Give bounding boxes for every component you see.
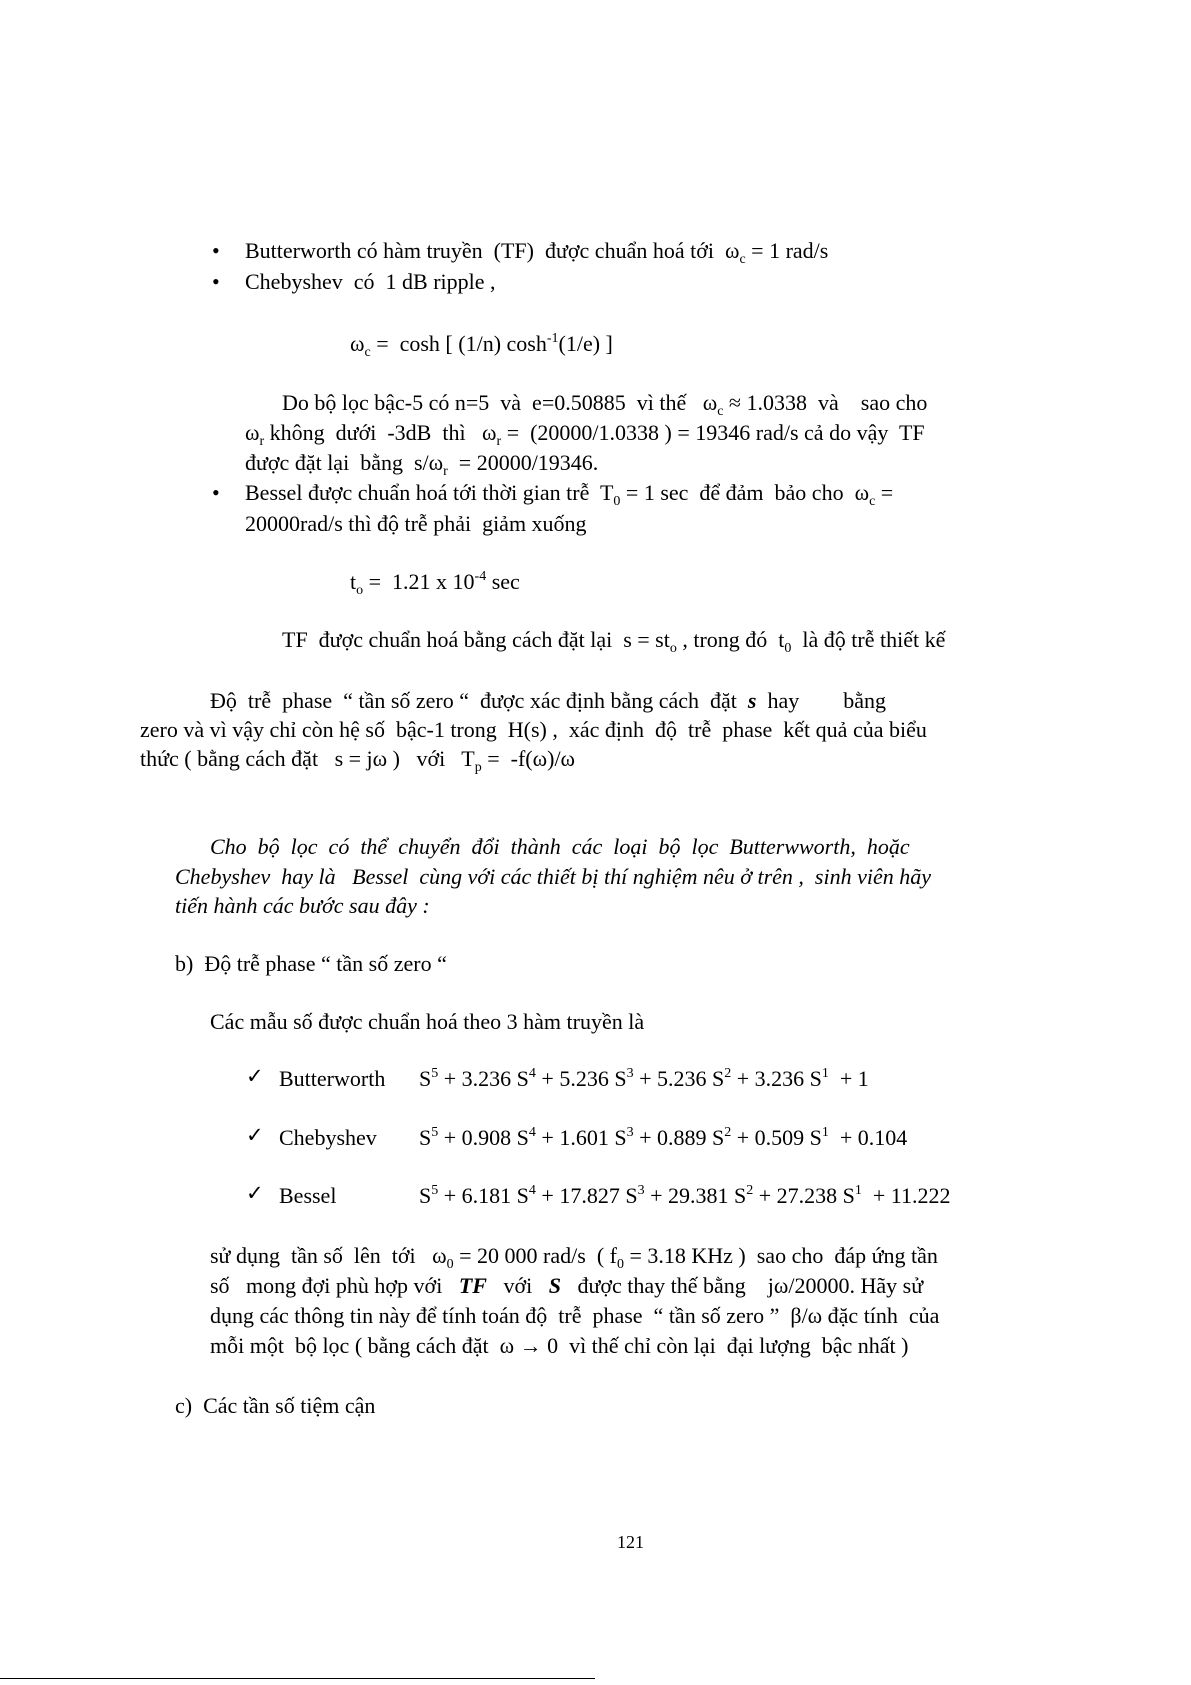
para-do-text: Do bộ lọc bậc-5 có n=5 và e=0.50885 vì thế ω [282, 390, 718, 415]
tf-line-text: , trong đó t [676, 627, 785, 652]
filter-polynomial [419, 1068, 869, 1090]
italic-para-text: Chebyshev hay là Bessel cùng với các thiết bị thí nghiệm nêu ở trên , sinh viên hãy [175, 864, 932, 889]
tf-line-text: TF được chuẩn hoá bằng cách đặt lại s = st [282, 627, 670, 652]
omega-c-subscript: c [717, 404, 724, 419]
poly-term: + 3.236 S [731, 1066, 822, 1091]
exponent: 4 [528, 1183, 536, 1198]
poly-term: + 0.104 [828, 1125, 908, 1150]
exponent: 3 [637, 1183, 645, 1198]
poly-term: + 5.236 S [535, 1066, 627, 1091]
poly-term: + 3.236 S [438, 1066, 529, 1091]
phase-para-text: = -f(ω)/ω [481, 746, 576, 771]
poly-term: S [419, 1066, 432, 1091]
footer-rule [0, 1678, 595, 1679]
usage-para-text: = 20 000 rad/s ( f [453, 1243, 617, 1268]
section-c-heading [175, 1395, 375, 1417]
para-do-text: được đặt lại bằng s/ω [245, 450, 444, 475]
omega-symbol: ω [245, 420, 260, 445]
italic-para-line-2 [175, 866, 931, 888]
phase-para-text: Độ trễ phase “ tần số zero “ được xác định bằng cách đặt [210, 688, 748, 713]
poly-term: + 1.601 S [535, 1125, 627, 1150]
bullet-bessel-text: Bessel được chuẩn hoá tới thời gian trễ T [245, 480, 614, 505]
italic-para-text: tiến hành các bước sau đây : [175, 893, 430, 918]
filter-polynomial [419, 1127, 907, 1149]
omega-r-subscript: r [496, 434, 502, 449]
para-do-line-2 [245, 420, 925, 449]
bullet-butterworth [245, 238, 829, 267]
checkmark-icon: ✓ [246, 1064, 264, 1088]
f-0-subscript: 0 [616, 1257, 624, 1272]
usage-para-line-4 [210, 1335, 908, 1357]
poly-term: + 0.889 S [633, 1125, 725, 1150]
t-p-subscript: p [474, 760, 482, 775]
exponent: 5 [431, 1066, 439, 1081]
formula-t0 [350, 569, 520, 598]
phase-para-text: zero và vì vậy chỉ còn hệ số bậc-1 trong H(s) , xác định độ trễ phase kết quả của biểu [140, 717, 927, 742]
poly-term: + 1 [828, 1066, 869, 1091]
usage-para-text: mỗi một bộ lọc ( bằng cách đặt ω → 0 vì thế chỉ còn lại đại lượng bậc nhất ) [210, 1333, 909, 1358]
usage-para-text: số mong đợi phù hợp với [210, 1273, 459, 1298]
para-do-text: không dưới -3dB thì ω [264, 420, 497, 445]
usage-para-text: sử dụng tần số lên tới ω [210, 1243, 447, 1268]
poly-term: S [419, 1183, 432, 1208]
exponent: 5 [431, 1125, 439, 1140]
t-zero-subscript: 0 [613, 494, 621, 509]
t-o-subscript: o [356, 583, 364, 598]
omega-0-subscript: 0 [446, 1257, 454, 1272]
filter-name: Chebyshev [279, 1125, 377, 1150]
poly-term: + 0.908 S [438, 1125, 529, 1150]
tf-normalize-line [282, 627, 946, 656]
st-o-subscript: o [669, 641, 677, 656]
bullet-butterworth-value: = 1 rad/s [745, 238, 829, 263]
variable-s: s [747, 688, 757, 713]
exponent: 1 [821, 1125, 829, 1140]
formula-t0-unit: sec [486, 569, 520, 594]
exponent: 1 [854, 1183, 862, 1198]
poly-term: + 11.222 [861, 1183, 951, 1208]
exponent-superscript: -4 [474, 569, 487, 584]
poly-term: + 5.236 S [633, 1066, 725, 1091]
bullet-bessel-text: = [875, 480, 894, 505]
usage-para-line-1 [210, 1243, 938, 1272]
inverse-superscript: -1 [546, 331, 559, 346]
usage-para-text: dụng các thông tin này để tính toán độ trễ phase “ tần số zero ” β/ω đặc tính của [210, 1303, 940, 1328]
exponent: 1 [821, 1066, 829, 1081]
denominators-intro-text: Các mẫu số được chuẩn hoá theo 3 hàm truyền là [210, 1009, 645, 1034]
omega-symbol: ω [350, 331, 365, 356]
bullet-bessel [245, 480, 894, 509]
variable-s: S [548, 1273, 561, 1298]
para-do-line-1 [282, 390, 928, 419]
phase-para-line-3 [140, 746, 576, 775]
italic-para-line-3 [175, 895, 430, 917]
bullet-bessel-line-2 [245, 513, 587, 535]
poly-term: + 27.238 S [753, 1183, 855, 1208]
phase-para-line-1 [210, 690, 886, 712]
omega-c-subscript: c [739, 252, 746, 267]
usage-para-line-2 [210, 1275, 923, 1297]
t-zero-subscript: 0 [784, 641, 792, 656]
poly-term: + 17.827 S [535, 1183, 638, 1208]
para-do-text: ≈ 1.0338 và sao cho [723, 390, 928, 415]
para-do-line-3 [245, 450, 599, 479]
filter-name: Bessel [279, 1183, 337, 1208]
checkmark-icon: ✓ [246, 1181, 264, 1205]
page-number: 121 [617, 1532, 644, 1552]
variable-tf: TF [458, 1273, 487, 1298]
exponent: 2 [724, 1125, 732, 1140]
formula-cosh-text: = cosh [ (1/n) cosh [370, 331, 547, 356]
exponent: 2 [724, 1066, 732, 1081]
section-b-text: b) Độ trễ phase “ tần số zero “ [175, 951, 447, 976]
denominators-intro [210, 1011, 644, 1033]
usage-para-line-3 [210, 1305, 939, 1327]
usage-para-text: = 3.18 KHz ) sao cho đáp ứng tần [623, 1243, 938, 1268]
bullet-chebyshev-text: Chebyshev có 1 dB ripple , [245, 269, 496, 294]
section-b-heading [175, 953, 447, 975]
para-do-text: = 20000/19346. [447, 450, 599, 475]
phase-para-text: hay bằng [756, 688, 886, 713]
omega-c-subscript: c [364, 345, 371, 360]
omega-r-subscript: r [259, 434, 265, 449]
formula-omega-c [350, 331, 613, 360]
bullet-bessel-text: 20000rad/s thì độ trễ phải giảm xuống [245, 511, 587, 536]
checkmark-icon: ✓ [246, 1123, 264, 1147]
poly-term: + 29.381 S [644, 1183, 747, 1208]
omega-r-subscript: r [443, 464, 448, 479]
filter-polynomial [419, 1185, 950, 1207]
section-c-text: c) Các tần số tiệm cận [175, 1393, 376, 1418]
poly-term: S [419, 1125, 432, 1150]
filter-name: Butterworth [279, 1066, 386, 1091]
tf-line-text: là độ trễ thiết kế [791, 627, 946, 652]
phase-para-line-2 [140, 719, 927, 741]
italic-para-line-1 [210, 836, 910, 858]
exponent: 4 [528, 1066, 536, 1081]
formula-t-symbol: t [350, 569, 357, 594]
usage-para-text: được thay thế bằng jω/20000. Hãy sử [560, 1273, 924, 1298]
exponent: 3 [626, 1125, 634, 1140]
poly-term: + 0.509 S [731, 1125, 822, 1150]
exponent: 3 [626, 1066, 634, 1081]
para-do-text: = (20000/1.0338 ) = 19346 rad/s cả do vậy TF [501, 420, 925, 445]
usage-para-text: với [486, 1273, 549, 1298]
omega-c-subscript: c [869, 494, 876, 509]
italic-para-text: Cho bộ lọc có thể chuyển đổi thành các loại bộ lọc Butterwworth, hoặc [210, 834, 910, 859]
exponent: 4 [528, 1125, 536, 1140]
formula-t0-value: = 1.21 x 10 [363, 569, 475, 594]
phase-para-text: thức ( bằng cách đặt s = jω ) với T [140, 746, 475, 771]
bullet-bessel-text: = 1 sec để đảm bảo cho ω [620, 480, 870, 505]
bullet-chebyshev [245, 271, 496, 293]
poly-term: + 6.181 S [438, 1183, 529, 1208]
formula-cosh-arg: (1/e) ] [558, 331, 613, 356]
exponent: 5 [431, 1183, 439, 1198]
bullet-butterworth-text: Butterworth có hàm truyền (TF) được chuẩn hoá tới ω [245, 238, 740, 263]
exponent: 2 [746, 1183, 754, 1198]
